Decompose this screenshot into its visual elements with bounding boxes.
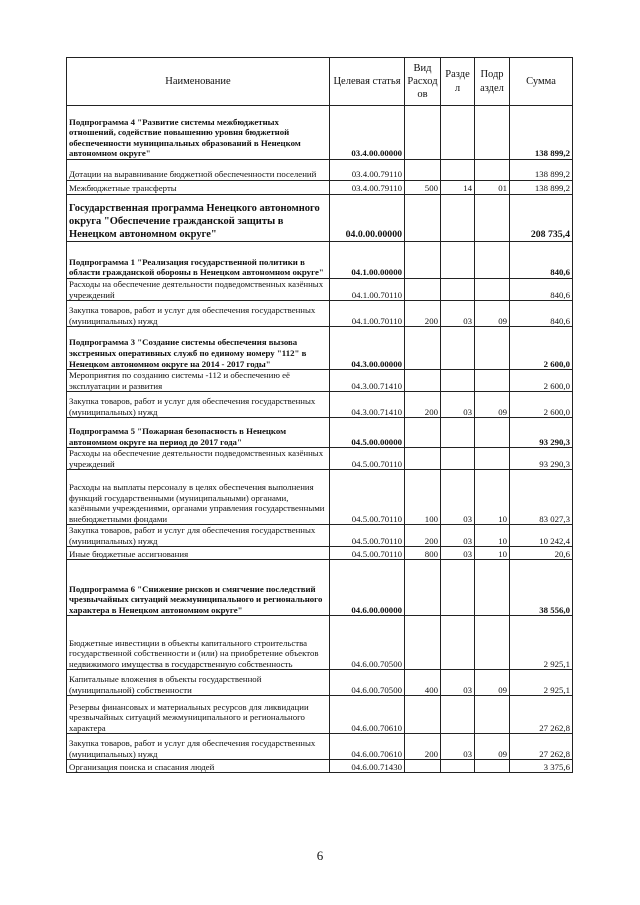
row-expense-kind: 400: [405, 670, 441, 696]
row-section: 03: [441, 525, 475, 547]
row-section: [441, 616, 475, 670]
row-section: [441, 760, 475, 773]
row-name: Подпрограмма 5 "Пожарная безопасность в Ненецком автономном округе на период до 2017 года": [67, 418, 330, 448]
row-section: [441, 448, 475, 470]
budget-table: [66, 57, 573, 773]
row-section: 03: [441, 734, 475, 760]
row-name: Дотации на выравнивание бюджетной обеспеченности поселений: [67, 160, 330, 181]
row-expense-kind: 200: [405, 301, 441, 327]
row-subsection: 09: [475, 734, 510, 760]
table-row: [67, 525, 573, 547]
row-expense-kind: [405, 448, 441, 470]
row-target-code: 04.6.00.70500: [330, 670, 405, 696]
table-row: [67, 106, 573, 160]
row-name: Мероприятия по созданию системы -112 и обеспечению её эксплуатации и развития: [67, 370, 330, 392]
header-name: Наименование: [67, 58, 330, 106]
row-target-code: 04.3.00.00000: [330, 327, 405, 370]
row-subsection: [475, 418, 510, 448]
row-target-code: 03.4.00.79110: [330, 160, 405, 181]
row-target-code: 04.6.00.70610: [330, 696, 405, 734]
row-section: 03: [441, 470, 475, 525]
row-name: Закупка товаров, работ и услуг для обеспечения государственных (муниципальных) нужд: [67, 734, 330, 760]
row-subsection: [475, 160, 510, 181]
row-section: [441, 242, 475, 279]
row-sum: 2 600,0: [510, 392, 573, 418]
table-row: [67, 670, 573, 696]
row-target-code: 04.5.00.70110: [330, 547, 405, 560]
table-row: [67, 301, 573, 327]
table-row: [67, 470, 573, 525]
row-subsection: [475, 327, 510, 370]
row-expense-kind: [405, 160, 441, 181]
row-sum: 20,6: [510, 547, 573, 560]
row-section: [441, 160, 475, 181]
table-row: [67, 370, 573, 392]
row-expense-kind: [405, 370, 441, 392]
row-subsection: 09: [475, 301, 510, 327]
row-target-code: 04.1.00.00000: [330, 242, 405, 279]
row-section: [441, 327, 475, 370]
row-section: [441, 560, 475, 616]
table-row: [67, 242, 573, 279]
table-row: [67, 547, 573, 560]
row-section: [441, 279, 475, 301]
row-section: 03: [441, 547, 475, 560]
table-row: [67, 195, 573, 242]
row-sum: 2 600,0: [510, 370, 573, 392]
row-name: Расходы на обеспечение деятельности подведомственных казённых учреждений: [67, 448, 330, 470]
row-target-code: 04.5.00.70110: [330, 448, 405, 470]
row-sum: 93 290,3: [510, 448, 573, 470]
row-subsection: [475, 448, 510, 470]
row-sum: 93 290,3: [510, 418, 573, 448]
row-expense-kind: [405, 696, 441, 734]
table-header-row: [67, 58, 573, 106]
row-target-code: 03.4.00.79110: [330, 181, 405, 195]
row-expense-kind: [405, 560, 441, 616]
header-expense-kind: Вид Расход ов: [405, 58, 441, 106]
table-row: [67, 560, 573, 616]
row-sum: 2 600,0: [510, 327, 573, 370]
row-section: 14: [441, 181, 475, 195]
row-name: Межбюджетные трансферты: [67, 181, 330, 195]
row-sum: 3 375,6: [510, 760, 573, 773]
table-row: [67, 616, 573, 670]
row-name: Капитальные вложения в объекты государственной (муниципальной) собственности: [67, 670, 330, 696]
row-name: Подпрограмма 1 "Реализация государственной политики в области гражданской обороны в Ненецком автономном округе": [67, 242, 330, 279]
row-target-code: 04.1.00.70110: [330, 279, 405, 301]
row-name: Подпрограмма 6 "Снижение рисков и смягчение последствий чрезвычайных ситуаций межмуниципального и регионального характера в Ненецком автономном округе": [67, 560, 330, 616]
row-subsection: 10: [475, 470, 510, 525]
row-name: Расходы на обеспечение деятельности подведомственных казённых учреждений: [67, 279, 330, 301]
row-sum: 2 925,1: [510, 670, 573, 696]
row-target-code: 04.3.00.71410: [330, 370, 405, 392]
table-row: [67, 696, 573, 734]
row-subsection: [475, 560, 510, 616]
row-target-code: 04.1.00.70110: [330, 301, 405, 327]
row-sum: 208 735,4: [510, 195, 573, 242]
row-subsection: [475, 370, 510, 392]
row-target-code: 03.4.00.00000: [330, 106, 405, 160]
row-section: [441, 418, 475, 448]
row-expense-kind: [405, 279, 441, 301]
row-subsection: [475, 242, 510, 279]
table-row: [67, 279, 573, 301]
table-row: [67, 734, 573, 760]
row-expense-kind: [405, 616, 441, 670]
row-expense-kind: 100: [405, 470, 441, 525]
row-name: Организация поиска и спасания людей: [67, 760, 330, 773]
row-sum: 27 262,8: [510, 696, 573, 734]
row-section: [441, 195, 475, 242]
row-target-code: 04.6.00.70610: [330, 734, 405, 760]
row-sum: 138 899,2: [510, 160, 573, 181]
row-sum: 138 899,2: [510, 106, 573, 160]
row-expense-kind: 500: [405, 181, 441, 195]
row-section: [441, 696, 475, 734]
row-section: [441, 370, 475, 392]
row-target-code: 04.5.00.00000: [330, 418, 405, 448]
row-subsection: [475, 279, 510, 301]
row-name: Иные бюджетные ассигнования: [67, 547, 330, 560]
table-row: [67, 760, 573, 773]
row-expense-kind: 200: [405, 525, 441, 547]
table-row: [67, 392, 573, 418]
row-name: Бюджетные инвестиции в объекты капитального строительства государственной собственности и (или) на приобретение объектов недвижимого имущества в государственную собственность: [67, 616, 330, 670]
table-row: [67, 418, 573, 448]
row-subsection: [475, 616, 510, 670]
row-subsection: [475, 696, 510, 734]
row-expense-kind: 200: [405, 392, 441, 418]
header-section: Разде л: [441, 58, 475, 106]
row-sum: 138 899,2: [510, 181, 573, 195]
header-subsection: Подр аздел: [475, 58, 510, 106]
row-section: [441, 106, 475, 160]
row-expense-kind: [405, 760, 441, 773]
row-expense-kind: [405, 418, 441, 448]
row-name: Резервы финансовых и материальных ресурсов для ликвидации чрезвычайных ситуаций межмуниципального и регионального характера: [67, 696, 330, 734]
row-subsection: [475, 195, 510, 242]
row-sum: 840,6: [510, 279, 573, 301]
row-section: 03: [441, 301, 475, 327]
table-row: [67, 160, 573, 181]
table-row: [67, 448, 573, 470]
row-name: Государственная программа Ненецкого автономного округа "Обеспечение гражданской защиты в Ненецком автономном округе": [67, 195, 330, 242]
row-subsection: [475, 760, 510, 773]
row-expense-kind: [405, 327, 441, 370]
row-section: 03: [441, 392, 475, 418]
row-sum: 840,6: [510, 242, 573, 279]
header-target-article: Целевая статья: [330, 58, 405, 106]
row-target-code: 04.6.00.00000: [330, 560, 405, 616]
row-subsection: 01: [475, 181, 510, 195]
row-expense-kind: [405, 242, 441, 279]
row-name: Расходы на выплаты персоналу в целях обеспечения выполнения функций государственными (муниципальными) органами, казёнными учреждениями, органами управления государственными внебюджетными фондами: [67, 470, 330, 525]
row-target-code: 04.0.00.00000: [330, 195, 405, 242]
row-expense-kind: 200: [405, 734, 441, 760]
row-sum: 27 262,8: [510, 734, 573, 760]
row-name: Подпрограмма 4 "Развитие системы межбюджетных отношений, содействие повышению уровня бюджетной обеспеченности муниципальных образований в Ненецком автономном округе": [67, 106, 330, 160]
row-subsection: 10: [475, 525, 510, 547]
row-name: Закупка товаров, работ и услуг для обеспечения государственных (муниципальных) нужд: [67, 301, 330, 327]
table-row: [67, 327, 573, 370]
row-target-code: 04.5.00.70110: [330, 525, 405, 547]
page-number: 6: [316, 848, 324, 863]
row-sum: 2 925,1: [510, 616, 573, 670]
row-sum: 10 242,4: [510, 525, 573, 547]
row-name: Подпрограмма 3 "Создание системы обеспечения вызова экстренных оперативных служб по единому номеру "112" в Ненецком автономном округе на 2014 - 2017 годы": [67, 327, 330, 370]
header-sum: Сумма: [510, 58, 573, 106]
row-sum: 38 556,0: [510, 560, 573, 616]
row-target-code: 04.6.00.71430: [330, 760, 405, 773]
row-section: 03: [441, 670, 475, 696]
row-name: Закупка товаров, работ и услуг для обеспечения государственных (муниципальных) нужд: [67, 525, 330, 547]
row-subsection: 09: [475, 392, 510, 418]
row-expense-kind: [405, 195, 441, 242]
row-expense-kind: 800: [405, 547, 441, 560]
row-name: Закупка товаров, работ и услуг для обеспечения государственных (муниципальных) нужд: [67, 392, 330, 418]
row-target-code: 04.6.00.70500: [330, 616, 405, 670]
row-subsection: [475, 106, 510, 160]
row-sum: 83 027,3: [510, 470, 573, 525]
row-sum: 840,6: [510, 301, 573, 327]
row-subsection: 10: [475, 547, 510, 560]
table-row: [67, 181, 573, 195]
row-target-code: 04.3.00.71410: [330, 392, 405, 418]
row-subsection: 09: [475, 670, 510, 696]
row-target-code: 04.5.00.70110: [330, 470, 405, 525]
row-expense-kind: [405, 106, 441, 160]
